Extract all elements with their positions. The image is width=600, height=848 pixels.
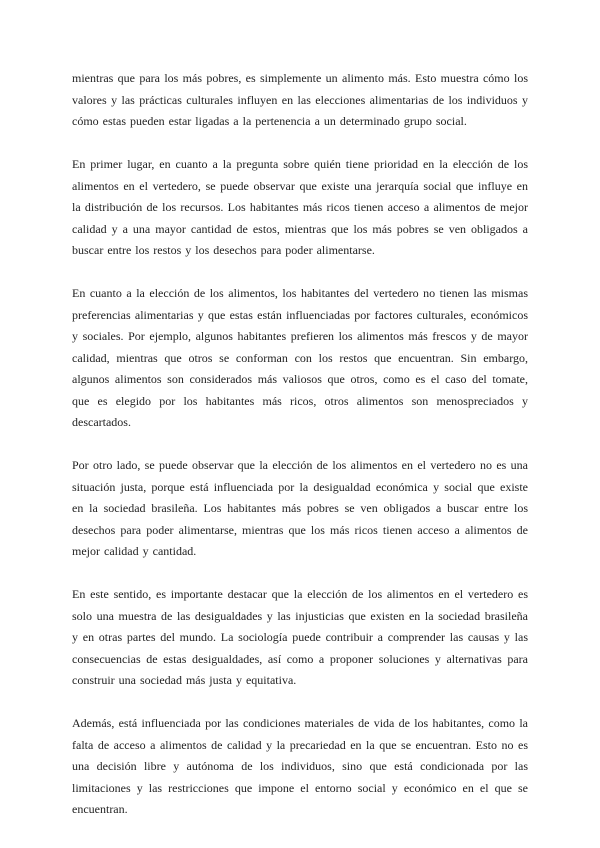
document-content <box>72 68 528 821</box>
paragraph-2: En primer lugar, en cuanto a la pregunta sobre quién tiene prioridad en la elección de los alimentos en el vertedero, se puede observar que existe una jerarquía social que influye en la distribución de los recursos. Los habitantes más ricos tienen acceso a alimentos de mejor calidad y a una mayor cantidad de estos, mientras que los más pobres se ven obligados a buscar entre los restos y los desechos para poder alimentarse. <box>72 157 528 257</box>
paragraph-6: Además, está influenciada por las condiciones materiales de vida de los habitantes, como la falta de acceso a alimentos de calidad y la precariedad en la que se encuentran. Esto no es una decisión libre y autónoma de los individuos, sino que está condicionada por las limitaciones y las restricciones que impone el entorno social y económico en el que se encuentran. <box>72 716 528 816</box>
paragraph-3: En cuanto a la elección de los alimentos, los habitantes del vertedero no tienen las mismas preferencias alimentarias y que estas están influenciadas por factores culturales, económicos y sociales. Por ejemplo, algunos habitantes prefieren los alimentos más frescos y de mayor calidad, mientras que otros se conforman con los restos que encuentran. Sin embargo, algunos alimentos son considerados más valiosos que otros, como es el caso del tomate, que es elegido por los habitantes más ricos, otros alimentos son menospreciados y descartados. <box>72 286 528 429</box>
paragraph-5: En este sentido, es importante destacar que la elección de los alimentos en el vertedero es solo una muestra de las desigualdades y las injusticias que existen en la sociedad brasileña y en otras partes del mundo. La sociología puede contribuir a comprender las causas y las consecuencias de estas desigualdades, así como a proponer soluciones y alternativas para construir una sociedad más justa y equitativa. <box>72 587 528 687</box>
paragraph-1: mientras que para los más pobres, es simplemente un alimento más. Esto muestra cómo los valores y las prácticas culturales influyen en las elecciones alimentarias de los individuos y cómo estas pueden estar ligadas a la pertenencia a un determinado grupo social. <box>72 71 528 128</box>
paragraph-4: Por otro lado, se puede observar que la elección de los alimentos en el vertedero no es una situación justa, porque está influenciada por la desigualdad económica y social que existe en la sociedad brasileña. Los habitantes más pobres se ven obligados a buscar entre los desechos para poder alimentarse, mientras que los más ricos tienen acceso a alimentos de mejor calidad y cantidad. <box>72 458 528 558</box>
